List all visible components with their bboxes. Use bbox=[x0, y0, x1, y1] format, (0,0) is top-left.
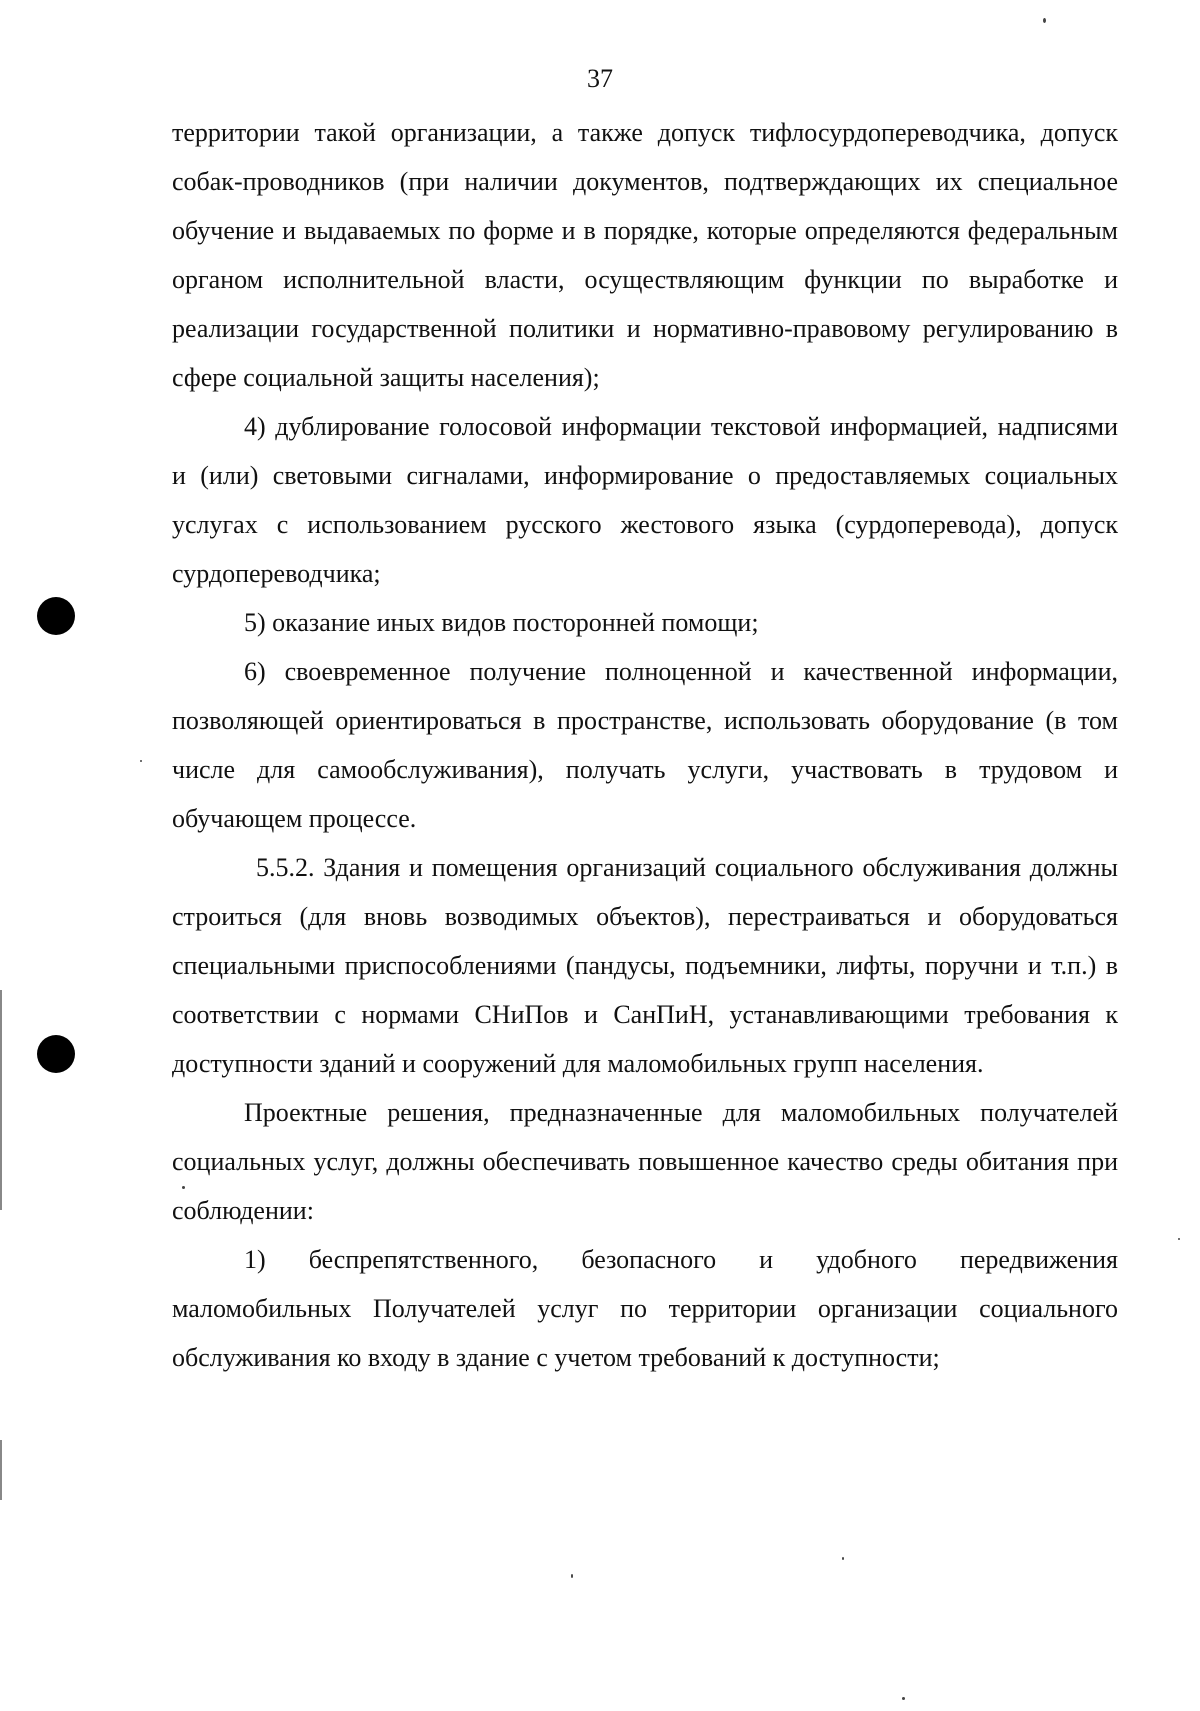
scan-speck bbox=[571, 1574, 573, 1578]
scan-edge-mark bbox=[0, 1440, 2, 1500]
paragraph-item-4: 4) дублирование голосовой информации текстовой информацией, надписями и (или) световыми сигналами, информирование о предоставляемых социальных услугах с использованием русского жестового языка (сурдоперевода), допуск сурдопереводчика; bbox=[172, 412, 1118, 588]
paragraph-item-1: 1) беспрепятственного, безопасного и удобного передвижения маломобильных Получателей услуг по территории организации социального обслуживания ко входу в здание с учетом требований к доступности; bbox=[172, 1245, 1118, 1372]
punch-hole-top bbox=[37, 597, 75, 635]
scan-speck bbox=[1043, 18, 1046, 23]
paragraph-continuation: территории такой организации, а также допуск тифлосурдопереводчика, допуск собак-проводников (при наличии документов, подтверждающих их специальное обучение и выдаваемых по форме и в порядке, которые определяются федеральным органом исполнительной власти, осуществляющим функции по выработке и реализации государственной политики и нормативно-правовому регулированию в сфере социальной защиты населения); bbox=[172, 118, 1118, 392]
scan-speck bbox=[1178, 1238, 1180, 1240]
paragraph-item-5: 5) оказание иных видов посторонней помощи; bbox=[244, 608, 759, 637]
punch-hole-bottom bbox=[37, 1035, 75, 1073]
scan-speck bbox=[182, 1186, 185, 1189]
paragraph-section-5-5-2: 5.5.2. Здания и помещения организаций социального обслуживания должны строиться (для вновь возводимых объектов), перестраиваться и оборудоваться специальными приспособлениями (пандусы, подъемники, лифты, поручни и т.п.) в соответствии с нормами СНиПов и СанПиН, устанавливающими требования к доступности зданий и сооружений для маломобильных групп населения. bbox=[172, 853, 1118, 1078]
paragraph-item-6: 6) своевременное получение полноценной и качественной информации, позволяющей ориентироваться в пространстве, использовать оборудование (в том числе для самообслуживания), получать услуги, участвовать в трудовом и обучающем процессе. bbox=[172, 657, 1118, 833]
page-number: 37 bbox=[587, 64, 613, 93]
scan-speck bbox=[902, 1697, 905, 1700]
scan-speck bbox=[842, 1557, 844, 1560]
paragraph-design-solutions: Проектные решения, предназначенные для маломобильных получателей социальных услуг, должны обеспечивать повышенное качество среды обитания при соблюдении: bbox=[172, 1098, 1118, 1225]
scan-speck bbox=[140, 760, 142, 762]
scan-edge-mark bbox=[0, 990, 2, 1210]
document-body bbox=[172, 108, 1118, 1382]
